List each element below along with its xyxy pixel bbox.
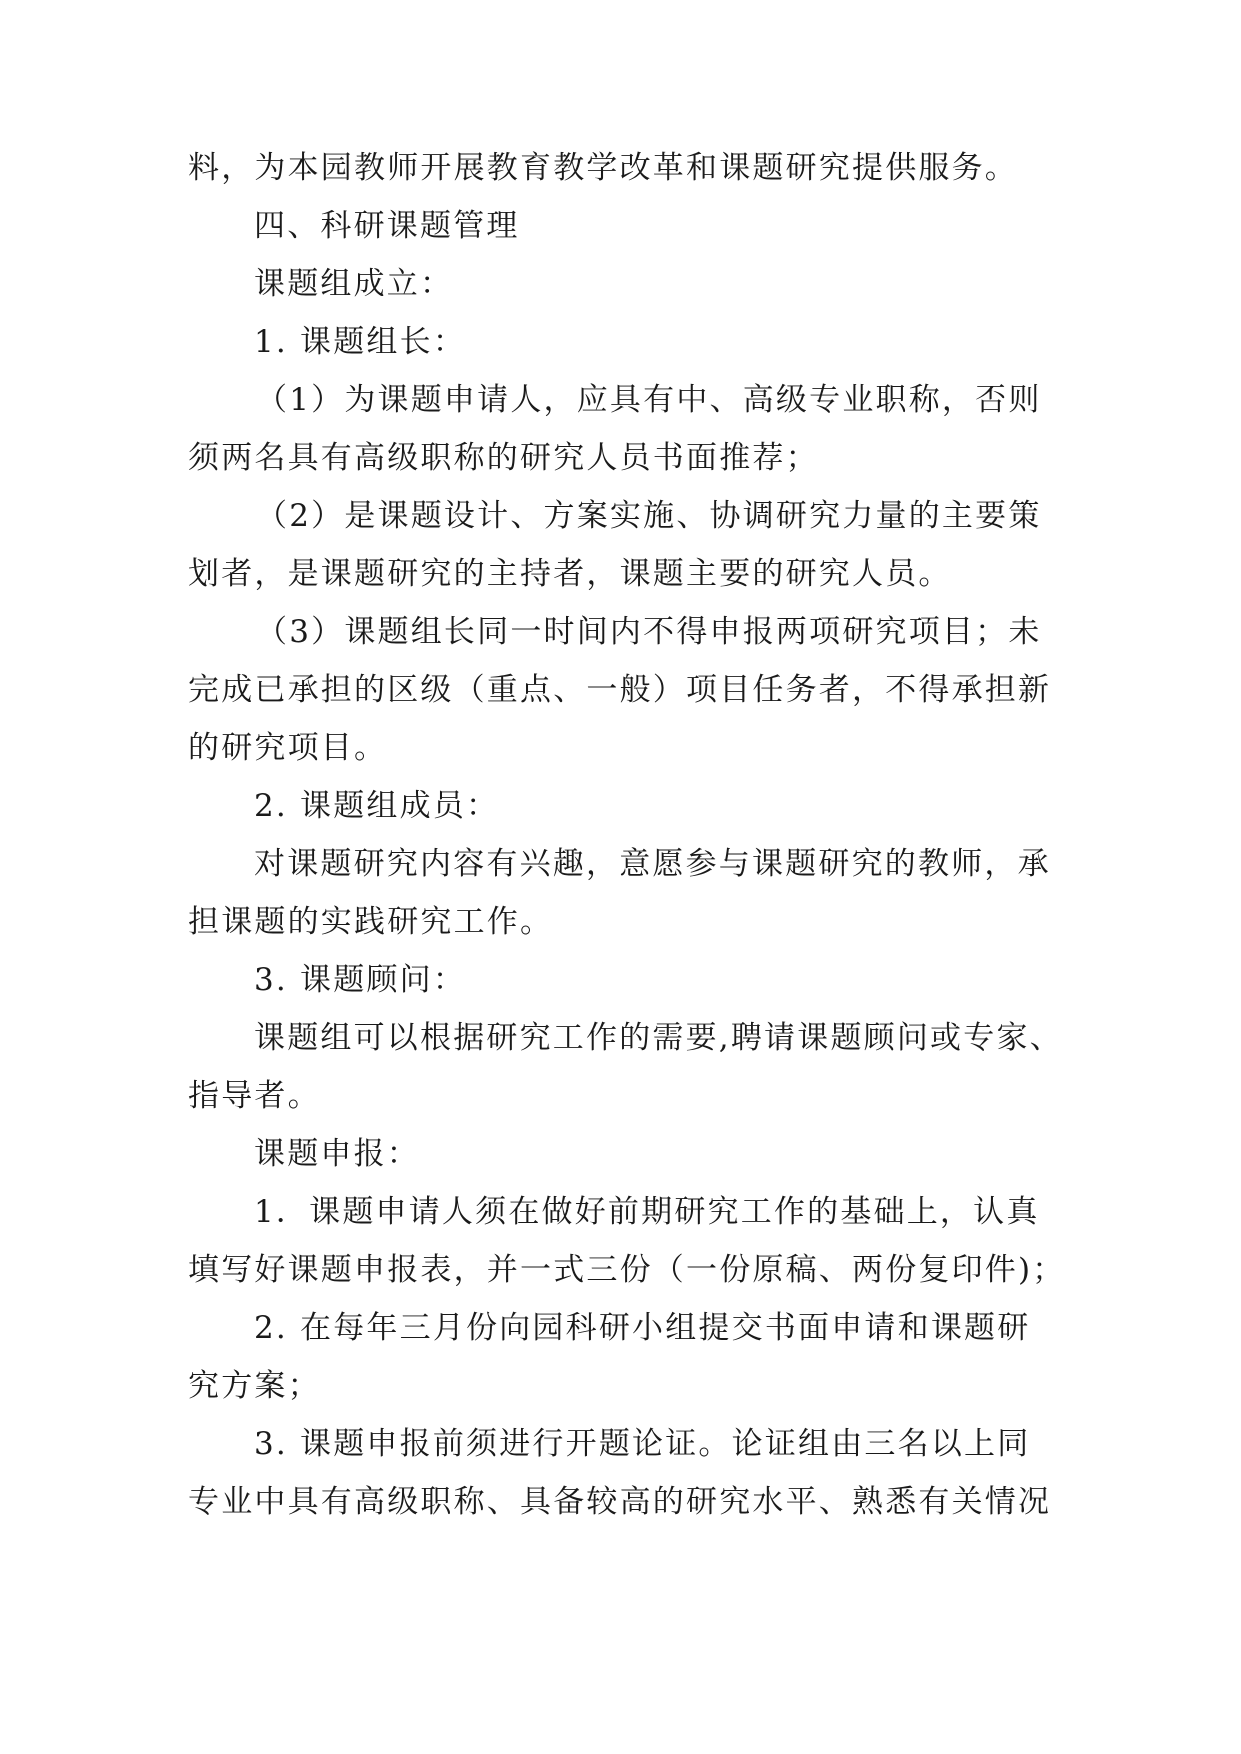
list-item-line: 须两名具有高级职称的研究人员书面推荐； — [188, 440, 819, 476]
list-item-line: 究方案； — [188, 1368, 321, 1404]
paragraph-line: 对课题研究内容有兴趣，意愿参与课题研究的教师，承 — [254, 846, 1051, 882]
list-item-line: 填写好课题申报表，并一式三份（一份原稿、两份复印件)； — [188, 1252, 1066, 1288]
list-item-line: 完成已承担的区级（重点、一般）项目任务者，不得承担新 — [188, 672, 1052, 708]
subsection-heading: 课题申报： — [254, 1136, 420, 1172]
list-item-line: （2）是课题设计、方案实施、协调研究力量的主要策 — [256, 498, 1042, 534]
list-item-line: 1．课题申请人须在做好前期研究工作的基础上，认真 — [254, 1194, 1040, 1230]
paragraph-line: 担课题的实践研究工作。 — [188, 904, 554, 940]
list-item-heading: 2. 课题组成员： — [254, 788, 500, 824]
subsection-heading: 课题组成立： — [254, 266, 454, 302]
list-item-heading: 1. 课题组长： — [254, 324, 467, 360]
list-item-line: 的研究项目。 — [188, 730, 388, 766]
list-item-line: （1）为课题申请人，应具有中、高级专业职称，否则 — [256, 382, 1042, 418]
paragraph-continuation-line: 料，为本园教师开展教育教学改革和课题研究提供服务。 — [188, 150, 1018, 186]
paragraph-line: 课题组可以根据研究工作的需要,聘请课题顾问或专家、 — [254, 1020, 1063, 1056]
list-item-line: 划者，是课题研究的主持者，课题主要的研究人员。 — [188, 556, 952, 592]
list-item-line: （3）课题组长同一时间内不得申报两项研究项目；未 — [256, 614, 1042, 650]
list-item-line: 专业中具有高级职称、具备较高的研究水平、熟悉有关情况 — [188, 1484, 1052, 1520]
paragraph-line: 指导者。 — [188, 1078, 321, 1114]
list-item-heading: 3. 课题顾问： — [254, 962, 467, 998]
list-item-line: 3. 课题申报前须进行开题论证。论证组由三名以上同 — [254, 1426, 1031, 1462]
section-heading: 四、科研课题管理 — [254, 208, 520, 244]
list-item-line: 2. 在每年三月份向园科研小组提交书面申请和课题研 — [254, 1310, 1031, 1346]
